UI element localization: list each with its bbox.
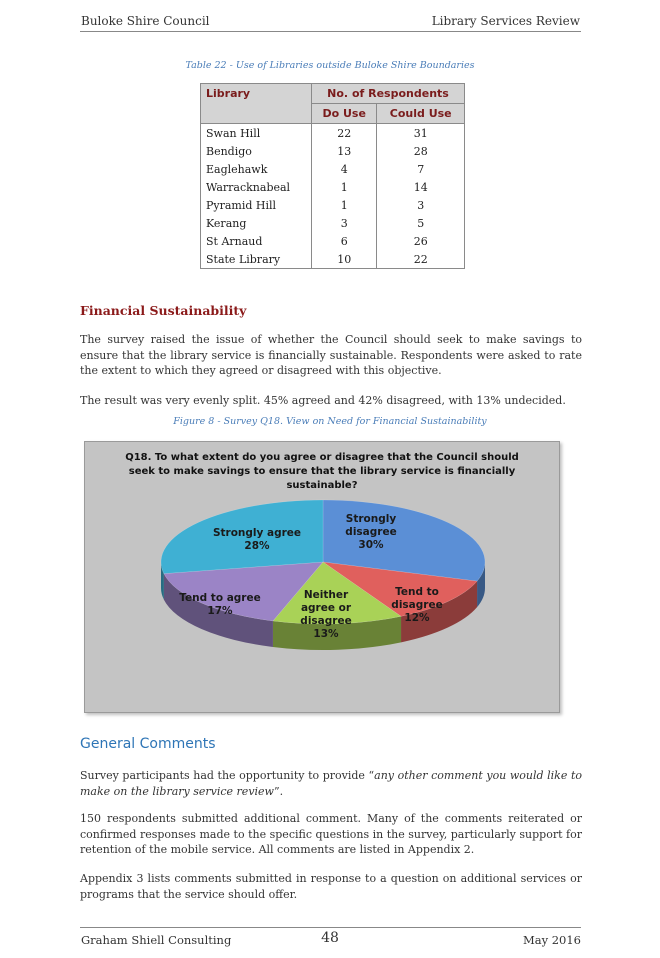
figure-caption: Figure 8 - Survey Q18. View on Need for Financial Sustainability — [173, 416, 487, 427]
general-para-1-end: ”. — [273, 784, 284, 798]
cell-could-use: 14 — [377, 178, 465, 196]
slice-label-line: disagree — [300, 615, 352, 627]
slice-label-line: Strongly agree — [212, 527, 302, 539]
slice-label-neither — [286, 589, 366, 641]
cell-library: Kerang — [201, 214, 312, 232]
slice-pct: 12% — [404, 612, 430, 624]
general-para-3: Appendix 3 lists comments submitted in response to a question on additional services or programs that the service should offer. — [80, 872, 582, 901]
slice-label-line: Neither — [303, 589, 349, 601]
col-header-could-use: Could Use — [377, 104, 465, 124]
table-row — [201, 232, 465, 250]
cell-do-use: 10 — [312, 250, 377, 269]
slice-label-tend-to-agree — [170, 592, 270, 618]
cell-could-use: 5 — [377, 214, 465, 232]
chart-title-line: seek to make savings to ensure that the library service is financially — [128, 466, 516, 477]
table-row — [201, 196, 465, 214]
chart-title-line: sustainable? — [286, 480, 358, 491]
cell-library: Bendigo — [201, 142, 312, 160]
cell-do-use: 1 — [312, 196, 377, 214]
slice-pct: 13% — [313, 628, 339, 640]
general-para-1-text: Survey participants had the opportunity to provide “ — [80, 769, 375, 782]
table-caption: Table 22 - Use of Libraries outside Buloke Shire Boundaries — [185, 60, 475, 71]
cell-library: Eaglehawk — [201, 160, 312, 178]
header-doc-title: Library Services Review — [431, 14, 580, 28]
col-header-do-use: Do Use — [312, 104, 377, 124]
header-org: Buloke Shire Council — [81, 14, 210, 28]
cell-library: Pyramid Hill — [201, 196, 312, 214]
table-row — [201, 250, 465, 269]
slice-label-line: Tend to — [395, 586, 439, 598]
footer-date: May 2016 — [522, 933, 581, 947]
slice-pct: 17% — [207, 605, 233, 617]
slice-label-line: Tend to agree — [179, 592, 261, 604]
libraries-table — [200, 83, 465, 269]
cell-library: Warracknabeal — [201, 178, 312, 196]
cell-do-use: 1 — [312, 178, 377, 196]
cell-do-use: 6 — [312, 232, 377, 250]
cell-could-use: 7 — [377, 160, 465, 178]
pie-graphic — [85, 442, 559, 712]
cell-library: State Library — [201, 250, 312, 269]
cell-do-use: 3 — [312, 214, 377, 232]
pie-chart — [84, 441, 560, 713]
slice-label-line: Strongly — [345, 513, 397, 525]
cell-library: Swan Hill — [201, 124, 312, 143]
slice-label-line: disagree — [345, 526, 397, 538]
general-para-1 — [80, 768, 582, 799]
cell-could-use: 26 — [377, 232, 465, 250]
slice-pct: 28% — [244, 540, 270, 552]
col-header-library: Library — [201, 84, 312, 124]
slice-label-line: disagree — [391, 599, 443, 611]
slice-pct: 30% — [358, 539, 384, 551]
financial-heading: Financial Sustainability — [80, 303, 247, 318]
footer-divider — [80, 927, 581, 928]
cell-could-use: 31 — [377, 124, 465, 143]
cell-do-use: 13 — [312, 142, 377, 160]
cell-do-use: 22 — [312, 124, 377, 143]
footer-author: Graham Shiell Consulting — [81, 933, 232, 947]
slice-label-tend-to-disagree — [377, 586, 457, 625]
table-row — [201, 178, 465, 196]
table-body — [201, 124, 465, 269]
page-number: 48 — [321, 930, 339, 946]
chart-title-line: Q18. To what extent do you agree or disagree that the Council should — [125, 452, 519, 463]
slice-label-line: agree or — [300, 602, 352, 614]
table-row — [201, 160, 465, 178]
general-para-1-quote: any other comment you would like to make on the library service review — [80, 769, 583, 798]
slice-label-strongly-agree — [202, 527, 312, 553]
table-row — [201, 214, 465, 232]
general-heading: General Comments — [80, 736, 216, 752]
table-row — [201, 124, 465, 143]
table-row — [201, 142, 465, 160]
general-para-2: 150 respondents submitted additional comment. Many of the comments reiterated or confirmed responses made to the specific questions in the survey, particularly support for retention of the mobile service. All comments are listed in Appendix 2. — [80, 812, 582, 856]
financial-para-2: The result was very evenly split. 45% agreed and 42% disagreed, with 13% undecided. — [80, 394, 566, 407]
col-header-respondents: No. of Respondents — [312, 84, 465, 104]
cell-library: St Arnaud — [201, 232, 312, 250]
header-divider — [80, 31, 581, 32]
financial-para-1: The survey raised the issue of whether the Council should seek to make savings to ensure that the library service is financially sustainable. Respondents were asked to rate the extent to which they agreed or disagreed with this objective. — [80, 333, 582, 377]
cell-could-use: 22 — [377, 250, 465, 269]
slice-label-strongly-disagree — [331, 513, 411, 552]
cell-could-use: 3 — [377, 196, 465, 214]
cell-do-use: 4 — [312, 160, 377, 178]
cell-could-use: 28 — [377, 142, 465, 160]
